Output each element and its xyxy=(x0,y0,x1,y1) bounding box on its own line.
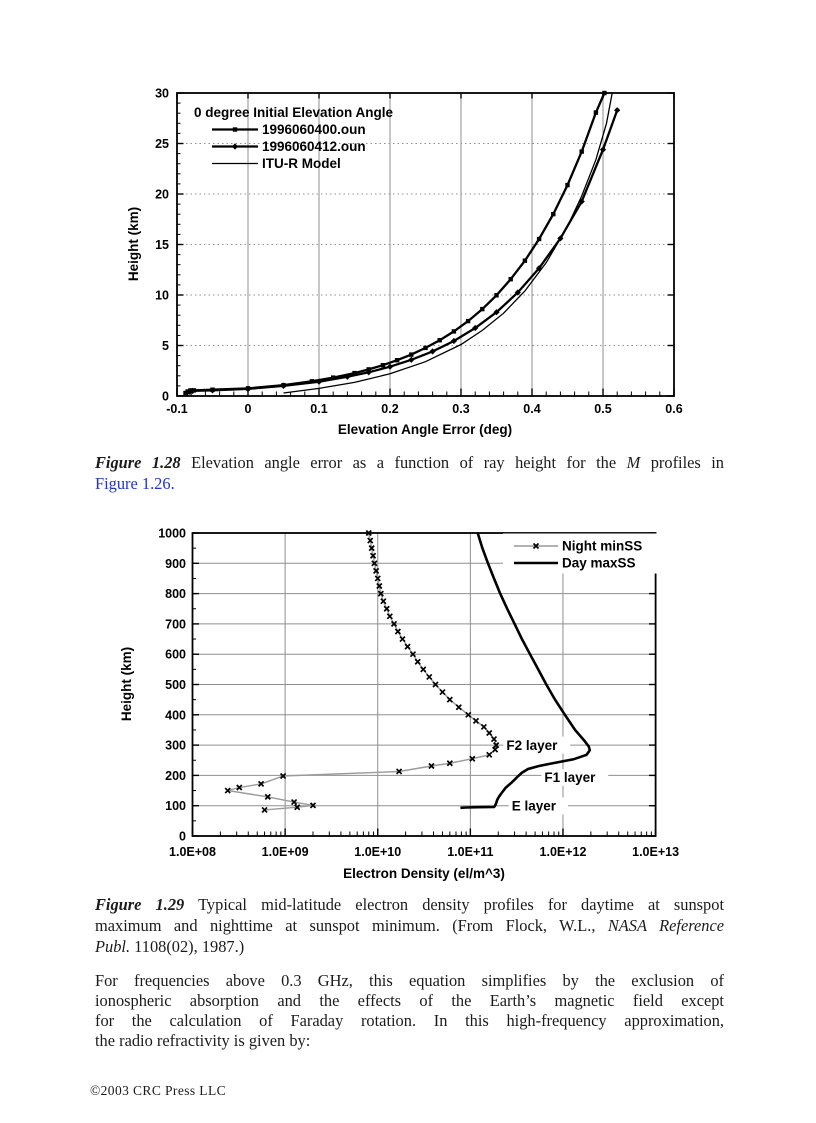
x-tick-label: 1.0E+11 xyxy=(447,845,494,859)
y-tick-label: 25 xyxy=(155,137,169,151)
x-tick-label: 1.0E+10 xyxy=(354,845,402,859)
x-tick-label: 0 xyxy=(244,402,252,416)
legend-entry: Night minSS xyxy=(562,538,643,554)
y-tick-label: 200 xyxy=(165,768,186,783)
caption-italic: NASA Reference xyxy=(607,916,725,935)
legend-entry: ITU-R Model xyxy=(262,156,341,171)
figure-label: Figure 1.28 xyxy=(95,453,181,472)
y-tick-label: 0 xyxy=(162,389,169,404)
x-tick-label: 1.0E+13 xyxy=(632,845,680,859)
paragraph-text: ionospheric absorption and the effects of the Earth’s magnetic field except xyxy=(95,991,724,1010)
x-tick-label: -0.1 xyxy=(166,402,188,416)
caption-text: maximum and nighttime at sunspot minimum. (From Flock, W.L., xyxy=(95,916,608,935)
y-tick-label: 10 xyxy=(155,288,169,303)
y-tick-label: 900 xyxy=(165,556,186,571)
paragraph-text: the radio refractivity is given by: xyxy=(95,1031,311,1050)
caption-italic-m: M xyxy=(626,453,641,472)
y-tick-label: 300 xyxy=(165,738,186,753)
figure-1-29-caption xyxy=(95,894,724,957)
x-tick-label: 0.4 xyxy=(523,402,541,416)
x-axis-title: Elevation Angle Error (deg) xyxy=(337,422,513,437)
y-tick-label: 700 xyxy=(165,617,186,632)
layer-annotation: F2 layer xyxy=(506,737,558,753)
x-axis-title: Electron Density (el/m^3) xyxy=(343,866,505,881)
x-tick-label: 0.2 xyxy=(381,402,399,416)
paragraph-line xyxy=(95,971,724,991)
caption-line xyxy=(95,452,724,473)
paragraph-line xyxy=(95,1031,724,1051)
figure-label: Figure 1.29 xyxy=(95,895,185,914)
figure-1-28-caption xyxy=(95,452,724,494)
paragraph-text: For frequencies above 0.3 GHz, this equation simplifies by the exclusion of xyxy=(95,971,724,990)
y-tick-label: 800 xyxy=(165,587,186,602)
x-tick-label: 0.1 xyxy=(310,402,328,416)
x-tick-label: 0.5 xyxy=(594,402,612,416)
y-tick-label: 0 xyxy=(179,829,186,844)
figure-1-28-chart xyxy=(90,80,710,450)
x-tick-label: 1.0E+12 xyxy=(539,845,587,859)
y-tick-label: 30 xyxy=(155,86,169,101)
figure-1-29-chart xyxy=(88,512,712,887)
x-tick-label: 1.0E+09 xyxy=(261,845,309,859)
y-tick-label: 400 xyxy=(165,708,186,723)
y-tick-label: 100 xyxy=(165,799,186,814)
caption-text: Elevation angle error as a function of ray height for the xyxy=(180,453,627,472)
paragraph-line xyxy=(95,1011,724,1031)
series-night-minss xyxy=(228,533,497,810)
body-paragraph xyxy=(95,971,724,1051)
caption-line xyxy=(95,894,724,915)
legend-entry: 1996060400.oun xyxy=(262,122,366,137)
legend-entry: Day maxSS xyxy=(562,555,636,571)
y-tick-label: 1000 xyxy=(158,526,186,541)
y-tick-label: 600 xyxy=(165,647,186,662)
legend-entry: 1996060412.oun xyxy=(262,139,366,154)
y-axis-title: Height (km) xyxy=(119,646,134,722)
y-tick-label: 15 xyxy=(155,238,169,252)
caption-italic: Publ. xyxy=(95,937,131,956)
paragraph-text: for the calculation of Faraday rotation. In this high-frequency approximation, xyxy=(95,1011,724,1030)
layer-annotation: E layer xyxy=(511,798,557,814)
caption-text: Typical mid-latitude electron density profiles for daytime at sunspot xyxy=(184,895,724,914)
layer-annotation: F1 layer xyxy=(544,770,596,786)
x-tick-label: 0.6 xyxy=(665,402,683,416)
y-axis-title: Height (km) xyxy=(126,206,141,282)
x-tick-label: 0.3 xyxy=(452,402,470,416)
caption-line xyxy=(95,473,724,494)
paragraph-line xyxy=(95,991,724,1011)
y-tick-label: 20 xyxy=(155,187,169,202)
y-tick-label: 500 xyxy=(165,678,186,692)
copyright-footer: ©2003 CRC Press LLC xyxy=(90,1083,226,1098)
series-itur-model xyxy=(284,93,613,393)
caption-text: 1108(02), 1987.) xyxy=(130,937,245,956)
caption-line xyxy=(95,915,724,936)
caption-line xyxy=(95,936,724,957)
y-tick-label: 5 xyxy=(162,339,169,353)
caption-text-end: profiles in xyxy=(640,453,725,472)
x-tick-label: 1.0E+08 xyxy=(169,845,216,859)
figure-1-26-link[interactable]: Figure 1.26. xyxy=(95,474,175,493)
series-day-maxss xyxy=(460,533,589,808)
legend-title: 0 degree Initial Elevation Angle xyxy=(194,105,394,120)
